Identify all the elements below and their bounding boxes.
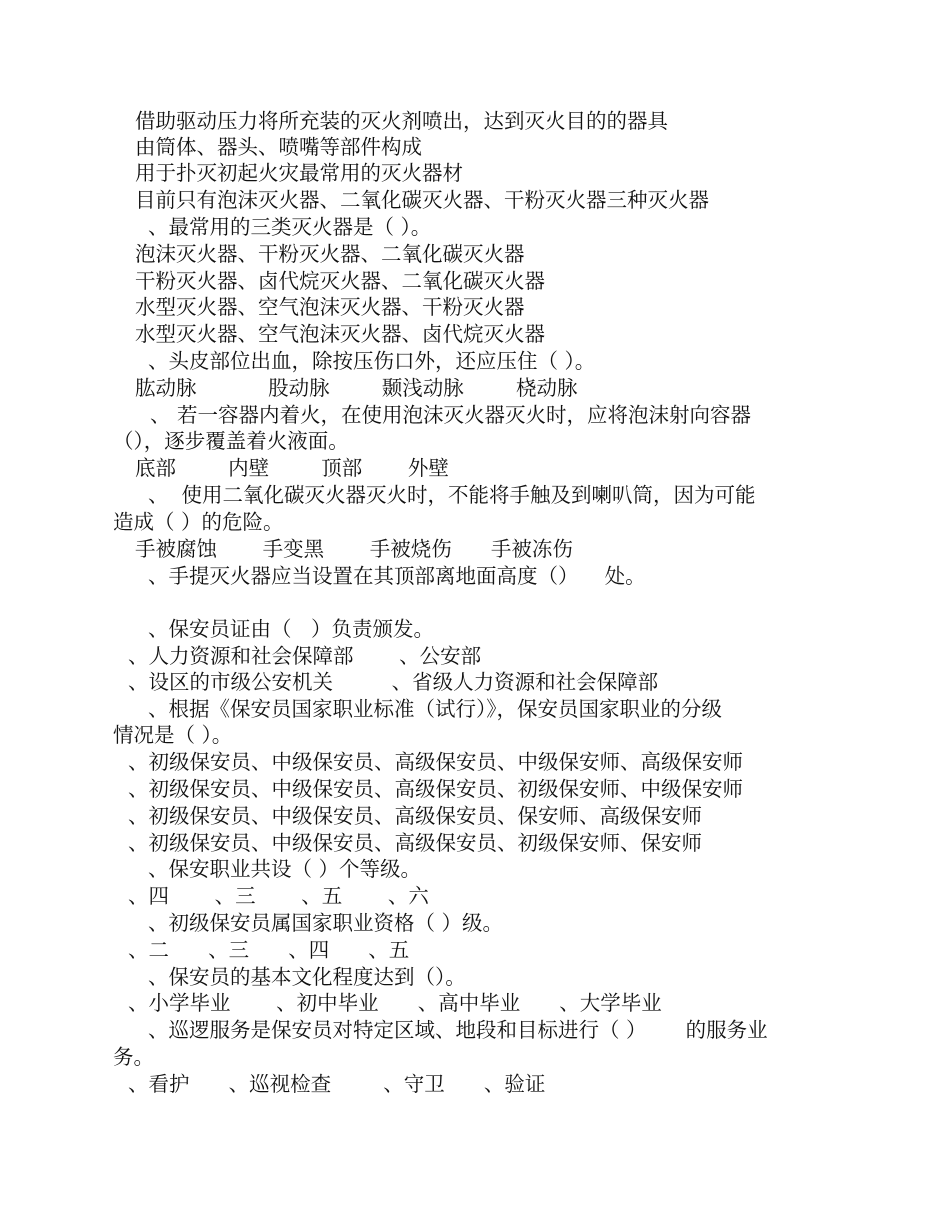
question-line: （），逐步覆盖着火液面。: [113, 429, 349, 453]
question-line: 造成（ ）的危险。: [113, 510, 284, 534]
question-line: 、最常用的三类灭火器是（ ）。: [148, 215, 432, 239]
option-line: 肱动脉 股动脉 颞浅动脉 桡动脉: [135, 376, 578, 400]
text-line: 由筒体、器头、喷嘴等部件构成: [135, 135, 422, 159]
question-line: 、头皮部位出血，除按压伤口外，还应压住（ ）。: [148, 349, 596, 373]
text-line: 用于扑灭初起火灾最常用的灭火器材: [135, 161, 463, 185]
option-line: 、小学毕业 、初中毕业 、高中毕业 、大学毕业: [128, 991, 662, 1015]
option-line: 水型灭火器、空气泡沫灭火器、干粉灭火器: [135, 295, 525, 319]
option-line: 、四 、三 、五 、六: [128, 884, 429, 908]
option-line: 、初级保安员、中级保安员、高级保安员、初级保安师、保安师: [128, 831, 702, 855]
question-line: 情况是（ ）。: [113, 723, 233, 747]
question-line: 、手提灭火器应当设置在其顶部离地面高度（） 处。: [148, 564, 646, 588]
question-line: 、 若一容器内着火，在使用泡沫灭火器灭火时，应将泡沫射向容器: [150, 403, 752, 427]
option-line: 、初级保安员、中级保安员、高级保安员、初级保安师、中级保安师: [128, 777, 743, 801]
question-line: 务。: [113, 1045, 154, 1069]
question-line: 、初级保安员属国家职业资格（ ）级。: [148, 911, 504, 935]
option-line: 、二 、三 、四 、五: [128, 938, 410, 962]
option-line: 、人力资源和社会保障部 、公安部: [128, 644, 482, 668]
option-line: 、看护 、巡视检查 、守卫 、验证: [128, 1072, 546, 1096]
question-line: 、 使用二氧化碳灭火器灭火时，不能将手触及到喇叭筒，因为可能: [148, 483, 756, 507]
option-line: 、初级保安员、中级保安员、高级保安员、中级保安师、高级保安师: [128, 750, 743, 774]
option-line: 泡沫灭火器、干粉灭火器、二氧化碳灭火器: [135, 242, 525, 266]
question-line: 、巡逻服务是保安员对特定区域、地段和目标进行（ ） 的服务业: [148, 1018, 768, 1042]
option-line: 干粉灭火器、卤代烷灭火器、二氧化碳灭火器: [135, 269, 545, 293]
option-line: 、初级保安员、中级保安员、高级保安员、保安师、高级保安师: [128, 804, 702, 828]
option-line: 手被腐蚀 手变黑 手被烧伤 手被冻伤: [135, 537, 573, 561]
question-line: 、保安员证由（ ）负责颁发。: [148, 617, 435, 641]
option-line: 底部 内壁 顶部 外壁: [135, 456, 449, 480]
option-line: 、设区的市级公安机关 、省级人力资源和社会保障部: [128, 670, 659, 694]
text-line: 目前只有泡沫灭火器、二氧化碳灭火器、干粉灭火器三种灭火器: [135, 188, 709, 212]
question-line: 、保安员的基本文化程度达到（）。: [148, 965, 466, 989]
text-line: 借助驱动压力将所充装的灭火剂喷出，达到灭火目的的器具: [135, 109, 668, 133]
option-line: 水型灭火器、空气泡沫灭火器、卤代烷灭火器: [135, 322, 545, 346]
question-line: 、根据《保安员国家职业标准（试行）》，保安员国家职业的分级: [148, 697, 722, 721]
question-line: 、保安职业共设（ ）个等级。: [148, 857, 422, 881]
